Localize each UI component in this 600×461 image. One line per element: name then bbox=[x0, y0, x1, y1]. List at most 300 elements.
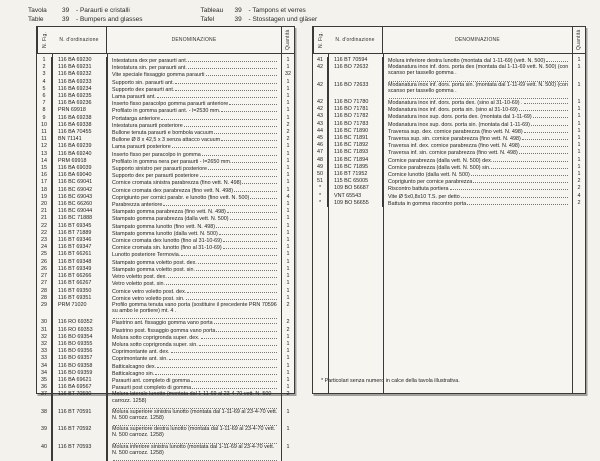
quantity-cell: 1 bbox=[286, 78, 290, 85]
order-number-cell: 116 BO 71780 bbox=[328, 99, 383, 106]
denomination-text: Batticalcagno dex. bbox=[112, 363, 157, 370]
dot-leader bbox=[467, 200, 568, 205]
denomination-cell bbox=[383, 157, 573, 164]
dot-leader bbox=[450, 185, 568, 190]
order-number-cell: 116 BT 69346 bbox=[52, 237, 107, 244]
denomination-text: Vite speciale fissaggio gomma paraurti bbox=[112, 72, 205, 79]
dot-leader bbox=[219, 230, 277, 235]
fig-number-cell: 42 bbox=[313, 64, 328, 81]
fig-number-cell: 27 bbox=[37, 280, 52, 287]
table-row bbox=[37, 409, 294, 426]
order-number-cell: 116 BA 69231 bbox=[52, 64, 107, 71]
order-number-cell: 116 BC 71891 bbox=[328, 135, 383, 142]
dot-leader bbox=[230, 215, 277, 220]
quantity-cell: 1 bbox=[286, 244, 290, 251]
dot-leader bbox=[533, 113, 568, 118]
table-row bbox=[313, 185, 585, 192]
denomination-text: Traversa inf. sin. cornice parabrezza (fino vett. N. 498) bbox=[388, 150, 518, 157]
denomination-text: Supporto sin. paraurti ant. bbox=[112, 79, 175, 86]
denomination-cell bbox=[107, 194, 282, 201]
denomination-text: Modanatura inox inf. dors. porta dex (montata dal 1-11-69 vett. N. 500) (con scanso per tassello gomma . bbox=[388, 64, 569, 77]
title-line bbox=[28, 16, 142, 25]
title-lang-label: Tavola bbox=[28, 7, 47, 14]
dot-leader bbox=[157, 363, 277, 368]
denomination-cell bbox=[107, 280, 282, 287]
table-row bbox=[37, 194, 294, 201]
fig-number-cell: 10 bbox=[37, 122, 52, 129]
denomination-cell bbox=[107, 230, 282, 237]
denomination-text: Molura superiore sinistra lunotto (montata dal 1-11-69 al 23-4-70 vett. N. 500 carrozz. 1258) bbox=[112, 408, 278, 421]
quantity-cell: 1 bbox=[286, 273, 290, 280]
table-row bbox=[37, 251, 294, 258]
quantity-cell: 1 bbox=[286, 215, 290, 222]
table-row bbox=[37, 143, 294, 150]
denomination-text: Supporto sinistro per paraurti posteriore bbox=[112, 166, 207, 173]
denomination-cell bbox=[107, 57, 282, 64]
quantity-cell: 1 bbox=[286, 362, 290, 369]
order-number-cell: 116 BA 69621 bbox=[52, 377, 107, 384]
quantity-cell: 1 bbox=[286, 333, 290, 340]
quantity-cell: 32 bbox=[285, 71, 291, 78]
denomination-text: Piastrino ant. fissaggio gomma vano porta bbox=[112, 320, 213, 327]
dot-leader bbox=[172, 143, 277, 148]
denomination-cell bbox=[107, 158, 282, 165]
denomination-text: Cornice cromata dex parabrezza (fino vett. N. 498) bbox=[112, 187, 234, 194]
table-row bbox=[313, 149, 585, 156]
title-block-italian-english bbox=[28, 7, 142, 24]
fig-number-cell: 4 bbox=[37, 79, 52, 86]
quantity-cell: 2 bbox=[286, 136, 290, 143]
dot-leader bbox=[113, 456, 277, 461]
denomination-text: Lama paraurti ant. bbox=[112, 94, 156, 101]
quantity-cell: 1 bbox=[286, 258, 290, 265]
table-row bbox=[313, 178, 585, 185]
table-row bbox=[37, 215, 294, 222]
fig-number-cell: 19 bbox=[37, 194, 52, 201]
table-row bbox=[37, 93, 294, 100]
column-header-order: N. d'ordinazione bbox=[52, 27, 107, 53]
order-number-cell: 116 BT 69349 bbox=[52, 266, 107, 273]
table-row bbox=[37, 370, 294, 377]
fig-number-cell: 49 bbox=[313, 164, 328, 171]
dot-leader bbox=[200, 172, 277, 177]
dot-leader bbox=[221, 107, 277, 112]
table-row bbox=[37, 348, 294, 355]
quantity-cell: 1 bbox=[286, 85, 290, 92]
fig-number-cell: 7 bbox=[37, 100, 52, 107]
quantity-cell: 1 bbox=[286, 376, 290, 383]
denomination-text: Stampato gomma voletto post. sin. bbox=[112, 266, 195, 273]
denomination-cell bbox=[107, 79, 282, 86]
denomination-text: Intestatura paraurti posteriore bbox=[112, 122, 183, 129]
order-number-cell: 116 BT 69348 bbox=[52, 259, 107, 266]
order-number-cell: 116 BT 70592 bbox=[52, 426, 107, 443]
table-row bbox=[37, 237, 294, 244]
order-number-cell: 116 BC 69041 bbox=[52, 179, 107, 186]
quantity-cell: 1 bbox=[286, 287, 290, 294]
fig-number-cell: 1 bbox=[37, 57, 52, 64]
fig-number-cell: 5 bbox=[37, 86, 52, 93]
order-number-cell: 109 BO 56655 bbox=[328, 200, 383, 207]
denomination-cell bbox=[107, 334, 282, 341]
denomination-cell bbox=[107, 363, 282, 370]
quantity-cell: 1 bbox=[286, 64, 290, 71]
column-header-denomination: DENOMINAZIONE bbox=[107, 27, 282, 53]
quantity-cell: 1 bbox=[577, 142, 581, 149]
table-row bbox=[37, 122, 294, 129]
table-row bbox=[37, 426, 294, 443]
dot-leader bbox=[202, 151, 277, 156]
fig-number-cell: 6 bbox=[37, 93, 52, 100]
denomination-text: Inserto fisso per paracolpo in gomma bbox=[112, 151, 201, 158]
fig-number-cell: 47 bbox=[313, 149, 328, 156]
title-text: - Stosstagen und gläser bbox=[248, 15, 318, 23]
quantity-cell: 1 bbox=[286, 107, 290, 114]
fig-number-cell: 2 bbox=[37, 64, 52, 71]
order-number-cell: 116 BC 69044 bbox=[52, 208, 107, 215]
denomination-cell bbox=[107, 355, 282, 362]
fig-number-cell: 25 bbox=[37, 251, 52, 258]
column-header-order: N. d'ordinazione bbox=[328, 27, 383, 53]
quantity-cell: 1 bbox=[577, 120, 581, 127]
quantity-cell: 1 bbox=[286, 114, 290, 121]
denomination-text: Modanatura inox inf. dors. porta sin. (montata dal 1-11-69 vett. N. 500) (con scanso per tassello gomma . bbox=[388, 81, 568, 94]
table-row bbox=[37, 384, 294, 391]
dot-leader bbox=[229, 100, 277, 105]
fig-number-cell: 45 bbox=[313, 135, 328, 142]
quantity-cell: 1 bbox=[286, 369, 290, 376]
quantity-cell: 1 bbox=[286, 265, 290, 272]
dot-leader bbox=[175, 86, 277, 91]
order-number-cell: 116 BA 69239 bbox=[52, 143, 107, 150]
table-row bbox=[313, 135, 585, 142]
order-number-cell: 116 BT 69351 bbox=[52, 295, 107, 302]
denomination-cell bbox=[383, 200, 573, 207]
quantity-cell: 1 bbox=[286, 143, 290, 150]
denomination-text: Paraurti ant. completo di gomma bbox=[112, 377, 190, 384]
fig-number-cell: * bbox=[313, 193, 328, 200]
order-number-cell: 116 BA 69236 bbox=[52, 100, 107, 107]
footnote: * Particolari senza numero in calce della tavola illustrativa. bbox=[321, 378, 460, 384]
denomination-text: Stampato gomma parabrezza (fino vett. N. 498) bbox=[112, 209, 226, 216]
table-row bbox=[37, 363, 294, 370]
denomination-text: Bullone tenuta paraurti e bombola vacuum bbox=[112, 130, 214, 137]
fig-number-cell: 9 bbox=[37, 115, 52, 122]
table-row bbox=[37, 136, 294, 143]
table-row bbox=[37, 230, 294, 237]
dot-leader bbox=[524, 128, 568, 133]
denomination-cell bbox=[107, 187, 282, 194]
order-number-cell: 116 BA 69338 bbox=[52, 122, 107, 129]
dot-leader bbox=[192, 384, 277, 389]
table-row bbox=[37, 129, 294, 136]
order-number-cell: 116 BC 71890 bbox=[328, 128, 383, 135]
denomination-cell bbox=[107, 295, 282, 302]
denomination-text: Riscontro battuta portiera bbox=[388, 186, 449, 193]
denomination-text: Stampato gomma parabrezza (dalla vett. N. 500) bbox=[112, 216, 229, 223]
quantity-cell: 1 bbox=[286, 150, 290, 157]
title-text: - Tampons et verres bbox=[248, 7, 306, 14]
fig-number-cell: 28 bbox=[37, 295, 52, 302]
denomination-text: Molura superiore destra lunotto (montata dal 1-11-69 al 23-4-70 vett. N. 500 carrozz. 1258) bbox=[112, 426, 276, 439]
denomination-cell bbox=[107, 288, 282, 295]
fig-number-cell: 42 bbox=[313, 99, 328, 106]
fig-number-cell: 16 bbox=[37, 172, 52, 179]
fig-number-cell: 43 bbox=[313, 121, 328, 128]
denomination-text: Coprigiunto per cornici parabr. e lunotto (fino vett. N. 500) bbox=[112, 194, 250, 201]
denomination-cell bbox=[383, 82, 573, 99]
table-row bbox=[37, 444, 294, 461]
dot-leader bbox=[216, 327, 277, 332]
denomination-text: Stampato gomma lunotto (dalla vett. N. 500) bbox=[112, 230, 218, 237]
denomination-text: Supporto dex paraurti ant. bbox=[112, 86, 175, 93]
denomination-text: Stampato gomma voletto post. dex. bbox=[112, 259, 197, 266]
denomination-cell bbox=[107, 71, 282, 78]
table-row bbox=[37, 115, 294, 122]
denomination-text: Lunotto posteriore Termovia. bbox=[112, 252, 181, 259]
order-number-cell: 116 BT 66267 bbox=[52, 280, 107, 287]
order-number-cell: 116 BC 71894 bbox=[328, 157, 383, 164]
denomination-text: Molura sotto coprigronda super. dex. bbox=[112, 334, 200, 341]
fig-number-cell: 21 bbox=[37, 208, 52, 215]
denomination-cell bbox=[383, 113, 573, 120]
table-row bbox=[313, 200, 585, 207]
title-lang-label: Tafel bbox=[200, 15, 215, 23]
title-block-french-german bbox=[200, 7, 317, 24]
quantity-cell: 1 bbox=[286, 280, 290, 287]
denomination-text: Batticalcagno sin. bbox=[112, 370, 155, 377]
order-number-cell: 116 BA 69235 bbox=[52, 93, 107, 100]
order-number-cell: 116 BO 69357 bbox=[52, 355, 107, 362]
denomination-cell bbox=[107, 341, 282, 348]
denomination-cell bbox=[383, 164, 573, 171]
quantity-cell: 1 bbox=[577, 57, 581, 63]
order-number-cell: 116 BO 69359 bbox=[52, 370, 107, 377]
order-number-cell: 116 BC 69042 bbox=[52, 187, 107, 194]
denomination-text: Coprimontante ant. sin. bbox=[112, 356, 168, 363]
denomination-cell bbox=[107, 244, 282, 251]
table-row bbox=[37, 295, 294, 302]
column-header-fig: N. Fig. bbox=[313, 27, 328, 53]
quantity-cell: 1 bbox=[286, 340, 290, 347]
title-number: 39 bbox=[234, 7, 242, 14]
dot-leader bbox=[227, 208, 277, 213]
denomination-cell bbox=[383, 149, 573, 156]
denomination-cell bbox=[383, 128, 573, 135]
table-row bbox=[313, 142, 585, 149]
fig-number-cell: 22 bbox=[37, 223, 52, 230]
denomination-text: Coprigiunto per cornice parabrezza bbox=[388, 179, 473, 186]
denomination-cell bbox=[383, 106, 573, 113]
title-line bbox=[28, 7, 142, 16]
denomination-cell bbox=[383, 57, 573, 64]
denomination-cell bbox=[107, 64, 282, 71]
fig-number-cell: * bbox=[313, 185, 328, 192]
denomination-text: Cornice vetro voletto post. dex. bbox=[112, 288, 187, 295]
title-lang-label: Tableau bbox=[200, 7, 224, 14]
fig-number-cell: 35 bbox=[37, 377, 52, 384]
quantity-cell: 1 bbox=[286, 443, 290, 450]
dot-leader bbox=[232, 158, 277, 163]
dot-leader bbox=[169, 355, 277, 360]
quantity-cell: 1 bbox=[577, 171, 581, 178]
denomination-text: Piastrino post. fissaggio gomma vano porta bbox=[112, 327, 216, 334]
denomination-cell bbox=[107, 223, 282, 230]
table-row bbox=[37, 377, 294, 384]
fig-number-cell: 22 bbox=[37, 230, 52, 237]
quantity-cell: 1 bbox=[286, 172, 290, 179]
page-header bbox=[28, 7, 580, 24]
order-number-cell: 116 BO 71782 bbox=[328, 113, 383, 120]
table-row bbox=[37, 208, 294, 215]
fig-number-cell: 34 bbox=[37, 370, 52, 377]
parts-table-right bbox=[312, 26, 586, 394]
order-number-cell: 116 BA 69240 bbox=[52, 151, 107, 158]
fig-number-cell: 36 bbox=[37, 384, 52, 391]
fig-number-cell: 33 bbox=[37, 355, 52, 362]
table-row bbox=[37, 64, 294, 71]
dot-leader bbox=[166, 280, 277, 285]
dot-leader bbox=[181, 251, 277, 256]
dot-leader bbox=[471, 171, 568, 176]
title-number: 39 bbox=[234, 15, 242, 23]
quantity-cell: 1 bbox=[577, 127, 581, 134]
quantity-cell: 1 bbox=[286, 384, 290, 391]
order-number-cell: 116 BA 69040 bbox=[52, 172, 107, 179]
table-row bbox=[37, 302, 294, 319]
fig-number-cell: 28 bbox=[37, 288, 52, 295]
denomination-text: Paraurti post completo di gomma bbox=[112, 385, 192, 392]
quantity-cell: 2 bbox=[286, 326, 290, 333]
quantity-cell: 1 bbox=[577, 113, 581, 120]
denomination-text: Molura inferiore sinistra lunotto (montata dal 1-11-69 al 23-4-70 vett. N. 500 carrozz. 1258) bbox=[112, 443, 275, 456]
quantity-cell: 1 bbox=[286, 57, 290, 63]
denomination-text: Traversa inf. dex. cornice parabrezza (fino vett. N. 498) bbox=[388, 143, 520, 150]
table-row bbox=[313, 128, 585, 135]
dot-leader bbox=[187, 288, 277, 293]
dot-leader bbox=[191, 377, 277, 382]
table-row bbox=[313, 64, 585, 81]
order-number-cell: 116 BT 70593 bbox=[52, 444, 107, 461]
order-number-cell: 116 BC 66260 bbox=[52, 201, 107, 208]
quantity-cell: 1 bbox=[286, 100, 290, 107]
fig-number-cell: 11 bbox=[37, 136, 52, 143]
quantity-cell: 2 bbox=[577, 199, 581, 206]
quantity-cell: 1 bbox=[577, 163, 581, 170]
fig-number-cell: 43 bbox=[313, 113, 328, 120]
order-number-cell: 116 BO 72632 bbox=[328, 64, 383, 81]
denomination-text: Cornice cromata sinistra parabrezza (fino vett. N. 498) bbox=[112, 180, 242, 187]
denomination-cell bbox=[107, 409, 282, 426]
order-number-cell: 116 BT 69350 bbox=[52, 288, 107, 295]
dot-leader bbox=[157, 93, 277, 98]
table-row bbox=[37, 391, 294, 408]
order-number-cell: 116 RO 69353 bbox=[52, 327, 107, 334]
quantity-cell: 2 bbox=[577, 178, 581, 185]
table-row bbox=[313, 82, 585, 99]
denomination-cell bbox=[107, 93, 282, 100]
fig-number-cell: 15 bbox=[37, 165, 52, 172]
dot-leader bbox=[196, 266, 277, 271]
order-number-cell: 116 BA 70455 bbox=[52, 129, 107, 136]
dot-leader bbox=[171, 348, 277, 353]
fig-number-cell: 46 bbox=[313, 142, 328, 149]
table-row bbox=[37, 71, 294, 78]
order-number-cell: 116 BA 69238 bbox=[52, 115, 107, 122]
denomination-text: Coprimontante ant. dex. bbox=[112, 349, 170, 356]
fig-number-cell: 21 bbox=[37, 215, 52, 222]
denomination-text: Traversa sup. dex. cornice parabrezza (fino vett. N. 498) bbox=[388, 128, 523, 135]
table-header bbox=[37, 27, 294, 54]
denomination-cell bbox=[107, 86, 282, 93]
order-number-cell: 115 BC 65005 bbox=[328, 178, 383, 185]
order-number-cell: 109 BO 56687 bbox=[328, 185, 383, 192]
order-number-cell: 116 BA 69230 bbox=[52, 57, 107, 64]
denomination-text: Cornice lunotto (dalla vett. N. 500) bbox=[388, 172, 470, 179]
denomination-text: Molura sotto coprigronda super. sin. bbox=[112, 341, 198, 348]
dot-leader bbox=[188, 64, 277, 69]
quantity-cell: 1 bbox=[286, 201, 290, 208]
quantity-cell: 1 bbox=[286, 355, 290, 362]
quantity-cell: 1 bbox=[286, 165, 290, 172]
title-number: 39 bbox=[62, 15, 70, 23]
order-number-cell: 116 BO 69355 bbox=[52, 341, 107, 348]
dot-leader bbox=[214, 129, 277, 134]
order-number-cell: 116 BT 71889 bbox=[52, 230, 107, 237]
denomination-text: Portatarga anteriore bbox=[112, 115, 160, 122]
denomination-cell bbox=[107, 266, 282, 273]
table-row bbox=[37, 327, 294, 334]
dot-leader bbox=[531, 121, 568, 126]
denomination-cell bbox=[383, 185, 573, 192]
fig-number-cell: 3 bbox=[37, 71, 52, 78]
table-row bbox=[313, 113, 585, 120]
fig-number-cell: 48 bbox=[313, 157, 328, 164]
dot-leader bbox=[188, 57, 277, 62]
order-number-cell: 116 BA 69232 bbox=[52, 71, 107, 78]
fig-number-cell: 41 bbox=[313, 57, 328, 64]
table-row bbox=[37, 273, 294, 280]
denomination-cell bbox=[107, 327, 282, 334]
denomination-text: Supporto dex per paraurti posteriore bbox=[112, 173, 199, 180]
dot-leader bbox=[491, 164, 568, 169]
table-row bbox=[37, 151, 294, 158]
dot-leader bbox=[161, 115, 277, 120]
column-header-fig: N. Fig. bbox=[37, 27, 52, 53]
denomination-cell bbox=[383, 178, 573, 185]
fig-number-cell: 11 bbox=[37, 129, 52, 136]
denomination-text: Molura laterale lunotto (montata dal 1-11-69 al 23-4-70 vett. N. 500 carrozz. 1258) bbox=[112, 391, 272, 404]
dot-leader bbox=[186, 295, 277, 300]
quantity-cell: 1 bbox=[577, 81, 581, 88]
title-lang-label: Table bbox=[28, 15, 44, 23]
fig-number-cell: 37 bbox=[37, 391, 52, 408]
dot-leader bbox=[461, 193, 568, 198]
order-number-cell: 116 BT 69347 bbox=[52, 244, 107, 251]
denomination-text: Bullone Ø 8 x 42,5 x 3 senza attacco vacuum bbox=[112, 137, 221, 144]
quantity-cell: 1 bbox=[286, 251, 290, 258]
dot-leader bbox=[519, 106, 568, 111]
denomination-cell bbox=[107, 122, 282, 129]
fig-number-cell: 26 bbox=[37, 266, 52, 273]
denomination-cell bbox=[107, 319, 282, 326]
dot-leader bbox=[201, 334, 278, 339]
denomination-cell bbox=[383, 171, 573, 178]
order-number-cell: 116 BO 69358 bbox=[52, 363, 107, 370]
denomination-cell bbox=[383, 99, 573, 106]
dot-leader bbox=[208, 165, 277, 170]
fig-number-cell: * bbox=[313, 200, 328, 207]
